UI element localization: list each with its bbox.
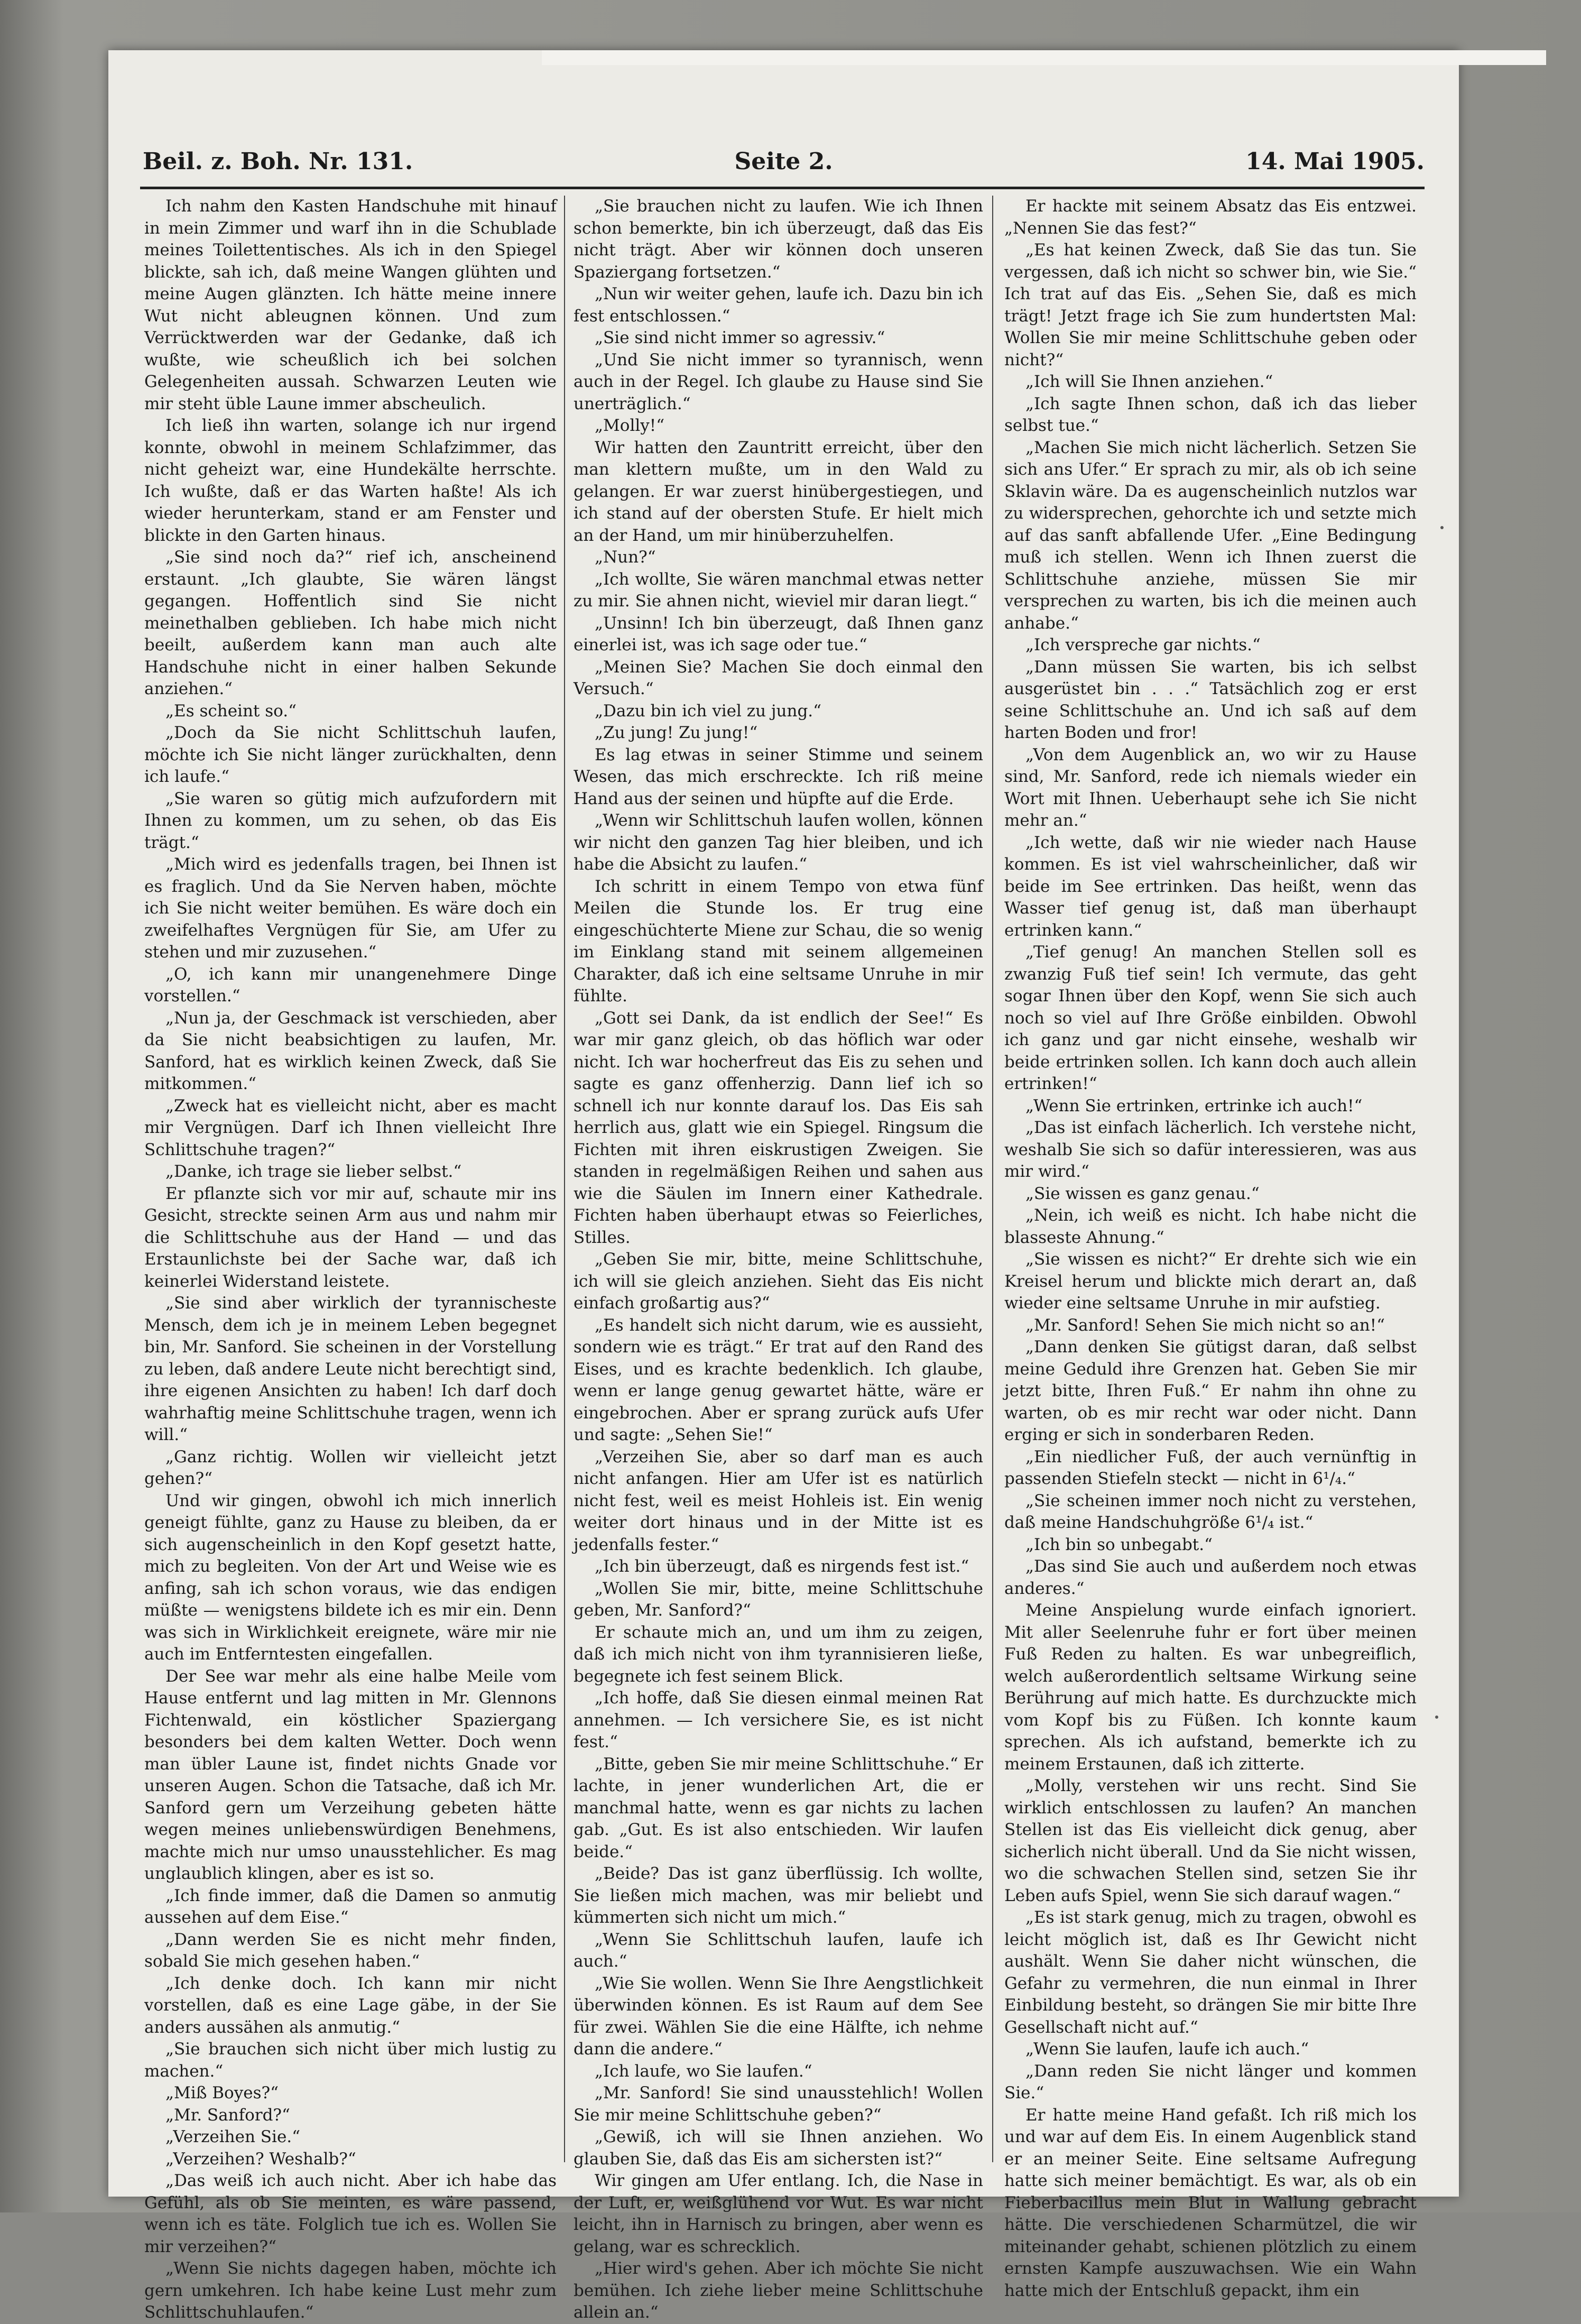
page-number: Seite 2. [734,148,833,175]
paragraph: „Bitte, geben Sie mir meine Schlittschuhe.“ Er lachte, in jener wunderlichen Art, die er manchmal hatte, wenn es gar nichts zu lachen gab. „Gut. Es ist also entschieden. Wir laufen beide.“ [574,1754,983,1861]
paragraph: „Sie waren so gütig mich aufzufordern mit Ihnen zu kommen, um zu sehen, ob das Eis trägt.“ [144,789,557,852]
paragraph: „Von dem Augenblick an, wo wir zu Hause sind, Mr. Sanford, rede ich niemals wieder ein Wort mit Ihnen. Ueberhaupt sehe ich Sie nicht mehr an.“ [1004,745,1417,830]
paragraph: „Dann werden Sie es nicht mehr finden, sobald Sie mich gesehen haben.“ [144,1930,557,1971]
paragraph: „Ich denke doch. Ich kann mir nicht vorstellen, daß es eine Lage gäbe, in der Sie anders aussähen als anmutig.“ [144,1973,557,2037]
paragraph: „Zweck hat es vielleicht nicht, aber es macht mir Vergnügen. Darf ich Ihnen vielleicht Ihre Schlittschuhe tragen?“ [144,1096,557,1159]
paragraph: Er hatte meine Hand gefaßt. Ich riß mich los und war auf dem Eis. In einem Augenblick stand er an meiner Seite. Eine seltsame Aufregung hatte sich meiner bemächtigt. Es war, als ob ein Fieberbacillus mein Blut in Wallung gebracht hätte. Die verschiedenen Scharmützel, die wir miteinander gehabt, schienen plötzlich zu einem ernsten Kampfe auszuwachsen. Wie ein Wahn hatte mich der Entschluß gepackt, ihm ein [1004,2105,1417,2300]
paragraph: „Ich finde immer, daß die Damen so anmutig aussehen auf dem Eise.“ [144,1886,557,1927]
paragraph: „Verzeihen? Weshalb?“ [165,2149,356,2169]
paragraph: „Dann denken Sie gütigst daran, daß selbst meine Geduld ihre Grenzen hat. Geben Sie mir jetzt bitte, Ihren Fuß.“ Er nahm ihn ohne zu warten, ob es mir recht war oder nicht. Dann erging er sich in sonderbaren Reden. [1004,1338,1417,1444]
paragraph: „Geben Sie mir, bitte, meine Schlittschuhe, ich will sie gleich anziehen. Sieht das Eis nicht einfach großartig aus?“ [574,1250,983,1313]
paragraph: Meine Anspielung wurde einfach ignoriert. Mit aller Seelenruhe fuhr er fort über meinen Fuß Reden zu halten. Es war unbegreiflich, welch außerordentlich seltsame Wirkung seine Berührung auf mich hatte. Es durchzuckte mich vom Kopf bis zu Füßen. Ich konnte kaum sprechen. Als ich aufstand, bemerkte ich zu meinem Erstaunen, daß ich zitterte. [1004,1601,1417,1774]
paragraph: „Sie brauchen nicht zu laufen. Wie ich Ihnen schon bemerkte, bin ich überzeugt, daß das Eis nicht trägt. Aber wir können doch unseren Spaziergang fortsetzen.“ [574,197,983,282]
text-column-3 [1004,196,1417,2300]
issue-label: Beil. z. Boh. Nr. 131. [143,148,413,175]
paragraph: „Ich laufe, wo Sie laufen.“ [595,2061,812,2081]
paragraph: „Wollen Sie mir, bitte, meine Schlittschuhe geben, Mr. Sanford?“ [574,1579,983,1620]
scan-speck [1440,526,1444,529]
paragraph: Er pflanzte sich vor mir auf, schaute mir ins Gesicht, streckte seinen Arm aus und nahm mir die Schlittschuhe aus der Hand — und das Erstaunlichste bei der Sache war, daß ich keinerlei Widerstand leistete. [144,1184,557,1291]
paragraph: Es lag etwas in seiner Stimme und seinem Wesen, das mich erschreckte. Ich riß meine Hand aus der seinen und hüpfte auf die Erde. [574,745,983,808]
paragraph: „Wenn Sie ertrinken, ertrinke ich auch!“ [1025,1096,1363,1115]
paragraph: „Ich wollte, Sie wären manchmal etwas netter zu mir. Sie ahnen nicht, wieviel mir daran liegt.“ [574,569,983,611]
paragraph: „Ich sagte Ihnen schon, daß ich das lieber selbst tue.“ [1004,394,1417,435]
paragraph: „Es hat keinen Zweck, daß Sie das tun. Sie vergessen, daß ich nicht so schwer bin, wie Sie.“ Ich trat auf das Eis. „Sehen Sie, daß es mich trägt! Jetzt frage ich Sie zum hundertsten Mal: Wollen Sie mir meine Schlittschuhe geben oder nicht?“ [1004,241,1417,370]
paragraph: „Das weiß ich auch nicht. Aber ich habe das Gefühl, als ob Sie meinten, es wäre passend, wenn ich es täte. Folglich tue ich es. Wollen Sie mir verzeihen?“ [144,2171,557,2256]
paragraph: „Hier wird's gehen. Aber ich möchte Sie nicht bemühen. Ich ziehe lieber meine Schlittschuhe allein an.“ [574,2259,983,2322]
column-divider-1 [564,196,565,2162]
paragraph: „Sie wissen es nicht?“ Er drehte sich wie ein Kreisel herum und blickte mich derart an, daß wieder eine seltsame Unruhe in mir aufstieg. [1004,1250,1417,1313]
paragraph: Der See war mehr als eine halbe Meile vom Hause entfernt und lag mitten in Mr. Glennons Fichtenwald, ein köstlicher Spaziergang besonders bei dem kalten Wetter. Doch wenn man übler Laune ist, findet nichts Gnade vor unseren Augen. Schon die Tatsache, daß ich Mr. Sanford gern um Verzeihung gebeten hätte wegen meines unliebenswürdigen Benehmens, machte mich nur umso unausstehlicher. Es mag unglaublich klingen, aber es ist so. [144,1666,557,1883]
text-column-2 [574,196,983,2322]
paragraph: „Es scheint so.“ [165,701,297,721]
issue-date: 14. Mai 1905. [1245,148,1425,175]
paragraph: „Zu jung! Zu jung!“ [595,723,758,742]
paragraph: „Ich hoffe, daß Sie diesen einmal meinen Rat annehmen. — Ich versichere Sie, es ist nicht fest.“ [574,1689,983,1751]
paragraph: „Beide? Das ist ganz überflüssig. Ich wollte, Sie ließen mich machen, was mir beliebt und kümmerten sich nicht um mich.“ [574,1864,983,1927]
paragraph: Und wir gingen, obwohl ich mich innerlich geneigt fühlte, ganz zu Hause zu bleiben, da er sich augenscheinlich in den Kopf gesetzt hatte, mich zu begleiten. Von der Art und Weise wie es anfing, sah ich schon voraus, wie das endigen müßte — wenigstens bildete ich es mir ein. Denn was sich in Wirklichkeit ereignete, wäre mir nie auch im Entferntesten eingefallen. [144,1491,557,1664]
paragraph: „Ich wette, daß wir nie wieder nach Hause kommen. Es ist viel wahrscheinlicher, daß wir beide im See ertrinken. Das heißt, wenn das Wasser tief genug ist, daß man überhaupt ertrinken kann.“ [1004,833,1417,940]
paragraph: „Sie sind noch da?“ rief ich, anscheinend erstaunt. „Ich glaubte, Sie wären längst gegangen. Hoffentlich sind Sie nicht meinethalben geblieben. Ich habe mich nicht beeilt, außerdem kann man auch alte Handschuhe nicht in einer halben Sekunde anziehen.“ [144,548,557,698]
paragraph: „Wenn Sie nichts dagegen haben, möchte ich gern umkehren. Ich habe keine Lust mehr zum Schlittschuhlaufen.“ [144,2259,557,2322]
paragraph: „Es ist stark genug, mich zu tragen, obwohl es leicht möglich ist, daß es Ihr Gewicht nicht aushält. Wenn Sie daher nicht wünschen, die Gefahr zu vermehren, die nun einmal in Ihrer Einbildung besteht, so drängen Sie mir bitte Ihre Gesellschaft nicht auf.“ [1004,1908,1417,2037]
paragraph: Ich ließ ihn warten, solange ich nur irgend konnte, obwohl in meinem Schlafzimmer, das nicht geheizt war, eine Hundekälte herrschte. Ich wußte, daß er das Warten haßte! Als ich wieder herunterkam, stand er am Fenster und blickte in den Garten hinaus. [144,416,557,545]
paragraph: „Mich wird es jedenfalls tragen, bei Ihnen ist es fraglich. Und da Sie Nerven haben, möchte ich Sie nicht weiter bemühen. Es wäre doch ein zweifelhaftes Vergnügen für Sie, am Ufer zu stehen und mir zuzusehen.“ [144,855,557,962]
paragraph: „Molly, verstehen wir uns recht. Sind Sie wirklich entschlossen zu laufen? An manchen Stellen ist das Eis vielleicht dick genug, aber sicherlich nicht überall. Und da Sie nicht wissen, wo die schwachen Stellen sind, setzen Sie ihr Leben aufs Spiel, wenn Sie sich darauf wagen.“ [1004,1776,1417,1905]
paragraph: „Wie Sie wollen. Wenn Sie Ihre Aengstlichkeit überwinden können. Es ist Raum auf dem See für zwei. Wählen Sie die eine Hälfte, ich nehme dann die andere.“ [574,1973,983,2059]
paragraph: „O, ich kann mir unangenehmere Dinge vorstellen.“ [144,964,557,1006]
paragraph: „Sie scheinen immer noch nicht zu verstehen, daß meine Handschuhgröße 6¹/₄ ist.“ [1004,1491,1417,1532]
paragraph: „Molly!“ [595,416,665,435]
paragraph: „Machen Sie mich nicht lächerlich. Setzen Sie sich ans Ufer.“ Er sprach zu mir, als ob ich seine Sklavin wäre. Da es augenscheinlich nutzlos war zu widersprechen, gehorchte ich und setzte mich auf das sanft abfallende Ufer. „Eine Bedingung muß ich stellen. Wenn ich Ihnen zuerst die Schlittschuhe anziehe, müssen Sie mir versprechen zu warten, bis ich die meinen auch anhabe.“ [1004,438,1417,633]
paragraph: „Nun?“ [595,548,656,567]
paragraph: „Unsinn! Ich bin überzeugt, daß Ihnen ganz einerlei ist, was ich sage oder tue.“ [574,613,983,654]
paragraph: „Sie wissen es ganz genau.“ [1025,1184,1260,1203]
paragraph: „Gott sei Dank, da ist endlich der See!“ Es war mir ganz gleich, ob das höflich war oder nicht. Ich war hocherfreut das Eis zu sehen und sagte es ganz offenherzig. Dann lief ich so schnell ich nur konnte darauf los. Das Eis sah herrlich aus, glatt wie ein Spiegel. Ringsum die Fichten mit ihren eiskrustigen Zweigen. Sie standen in regelmäßigen Reihen und sahen aus wie die Säulen im Innern einer Kathedrale. Fichten haben überhaupt etwas so Feierliches, Stilles. [574,1008,983,1247]
paragraph: „Wenn wir Schlittschuh laufen wollen, können wir nicht den ganzen Tag hier bleiben, und ich habe die Absicht zu laufen.“ [574,811,983,874]
paragraph: „Und Sie nicht immer so tyrannisch, wenn auch in der Regel. Ich glaube zu Hause sind Sie unerträglich.“ [574,350,983,413]
paragraph: Wir hatten den Zauntritt erreicht, über den man klettern mußte, um in den Wald zu gelangen. Er war zuerst hinübergestiegen, und ich stand auf der obersten Stufe. Er hielt mich an der Hand, um mir hinüberzuhelfen. [574,438,983,545]
paragraph: „Ein niedlicher Fuß, der auch vernünftig in passenden Stiefeln steckt — nicht in 6¹/₄.“ [1004,1447,1417,1488]
paragraph: „Dann müssen Sie warten, bis ich selbst ausgerüstet bin . . .“ Tatsächlich zog er erst seine Schlittschuhe an. Und ich saß auf dem harten Boden und fror! [1004,657,1417,742]
newspaper-page [108,50,1459,2322]
paragraph: „Danke, ich trage sie lieber selbst.“ [165,1162,462,1181]
paragraph: Er hackte mit seinem Absatz das Eis entzwei. „Nennen Sie das fest?“ [1004,197,1417,238]
paragraph: „Dann reden Sie nicht länger und kommen Sie.“ [1004,2061,1417,2102]
paragraph: „Das sind Sie auch und außerdem noch etwas anderes.“ [1004,1557,1417,1598]
paragraph: „Gewiß, ich will sie Ihnen anziehen. Wo glauben Sie, daß das Eis am sichersten ist?“ [574,2127,983,2169]
paragraph: „Ganz richtig. Wollen wir vielleicht jetzt gehen?“ [144,1447,557,1488]
paragraph: „Nun wir weiter gehen, laufe ich. Dazu bin ich fest entschlossen.“ [574,284,983,326]
paragraph: „Doch da Sie nicht Schlittschuh laufen, möchte ich Sie nicht länger zurückhalten, denn ich laufe.“ [144,723,557,786]
paragraph: „Ich bin so unbegabt.“ [1025,1535,1213,1554]
paragraph: „Meinen Sie? Machen Sie doch einmal den Versuch.“ [574,657,983,698]
scan-speck [1435,1716,1438,1719]
paragraph: „Mr. Sanford?“ [165,2105,290,2125]
page-header [143,148,1425,190]
paragraph: „Sie sind nicht immer so agressiv.“ [595,328,885,347]
paragraph: „Sie sind aber wirklich der tyrannischeste Mensch, dem ich je in meinem Leben begegnet bin, Mr. Sanford. Sie scheinen in der Vorstellung zu leben, daß andere Leute nicht berechtigt sind, ihre eigenen Ansichten zu haben! Ich darf doch wahrhaftig meine Schlittschuhe tragen, wenn ich will.“ [144,1294,557,1444]
paragraph: „Es handelt sich nicht darum, wie es aussieht, sondern wie es trägt.“ Er trat auf den Rand des Eises, und es krachte bedenklich. Ich glaube, wenn er lange genug gewartet hätte, wäre er eingebrochen. Aber er sprang zurück aufs Ufer und sagte: „Sehen Sie!“ [574,1315,983,1444]
paragraph: „Mr. Sanford! Sehen Sie mich nicht so an!“ [1025,1315,1385,1335]
paragraph: „Nun ja, der Geschmack ist verschieden, aber da Sie nicht beabsichtigen zu laufen, Mr. Sanford, hat es wirklich keinen Zweck, daß Sie mitkommen.“ [144,1008,557,1093]
paragraph: „Mr. Sanford! Sie sind unausstehlich! Wollen Sie mir meine Schlittschuhe geben?“ [574,2083,983,2125]
column-divider-2 [992,196,993,2162]
paragraph: „Verzeihen Sie.“ [165,2127,300,2146]
paragraph: „Wenn Sie Schlittschuh laufen, laufe ich auch.“ [574,1930,983,1971]
paragraph: „Verzeihen Sie, aber so darf man es auch nicht anfangen. Hier am Ufer ist es natürlich nicht fest, weil es meist Hohleis ist. Ein wenig weiter dort hinaus und in der Mitte ist es jedenfalls fester.“ [574,1447,983,1554]
paragraph: „Ich will Sie Ihnen anziehen.“ [1025,372,1273,391]
paragraph: „Ich verspreche gar nichts.“ [1025,635,1261,654]
paragraph: „Ich bin überzeugt, daß es nirgends fest ist.“ [595,1557,969,1576]
paragraph: „Sie brauchen sich nicht über mich lustig zu machen.“ [144,2040,557,2081]
paragraph: „Das ist einfach lächerlich. Ich verstehe nicht, weshalb Sie sich so dafür interessieren, was aus mir wird.“ [1004,1118,1417,1181]
paragraph: Ich schritt in einem Tempo von etwa fünf Meilen die Stunde los. Er trug eine eingeschüchterte Miene zur Schau, die so wenig im Einklang stand mit seinem allgemeinen Charakter, daß ich eine seltsame Unruhe in mir fühlte. [574,877,983,1006]
paragraph: Wir gingen am Ufer entlang. Ich, die Nase in der Luft, er, weißglühend vor Wut. Es war nicht leicht, ihn in Harnisch zu bringen, aber wenn es gelang, war es schrecklich. [574,2171,983,2256]
header-rule [140,187,1425,189]
paragraph: Er schaute mich an, und um ihm zu zeigen, daß ich mich nicht von ihm tyrannisieren ließe, begegnete ich fest seinem Blick. [574,1622,983,1686]
paragraph: „Dazu bin ich viel zu jung.“ [595,701,822,721]
paragraph: „Wenn Sie laufen, laufe ich auch.“ [1025,2040,1309,2059]
text-column-1 [144,196,557,2322]
paragraph: „Tief genug! An manchen Stellen soll es zwanzig Fuß tief sein! Ich vermute, das geht sogar Ihnen über den Kopf, wenn Sie sich auch noch so viel auf Ihre Größe einbilden. Obwohl ich ganz und gar nicht einsehe, weshalb wir beide ertrinken sollen. Ich kann doch auch allein ertrinken!“ [1004,943,1417,1093]
paragraph: „Nein, ich weiß es nicht. Ich habe nicht die blasseste Ahnung.“ [1004,1206,1417,1247]
paragraph: „Miß Boyes?“ [165,2083,279,2102]
page-top-tab [542,50,1546,65]
paragraph: Ich nahm den Kasten Handschuhe mit hinauf in mein Zimmer und warf ihn in die Schublade meines Toilettentisches. Als ich in den Spiegel blickte, sah ich, daß meine Wangen glühten und meine Augen glänzten. Ich hätte meine innere Wut nicht ableugnen können. Und zum Verrücktwerden war der Gedanke, daß ich wußte, wie scheußlich ich bei solchen Gelegenheiten aussah. Schwarzen Leuten wie mir steht üble Laune immer abscheulich. [144,197,557,413]
